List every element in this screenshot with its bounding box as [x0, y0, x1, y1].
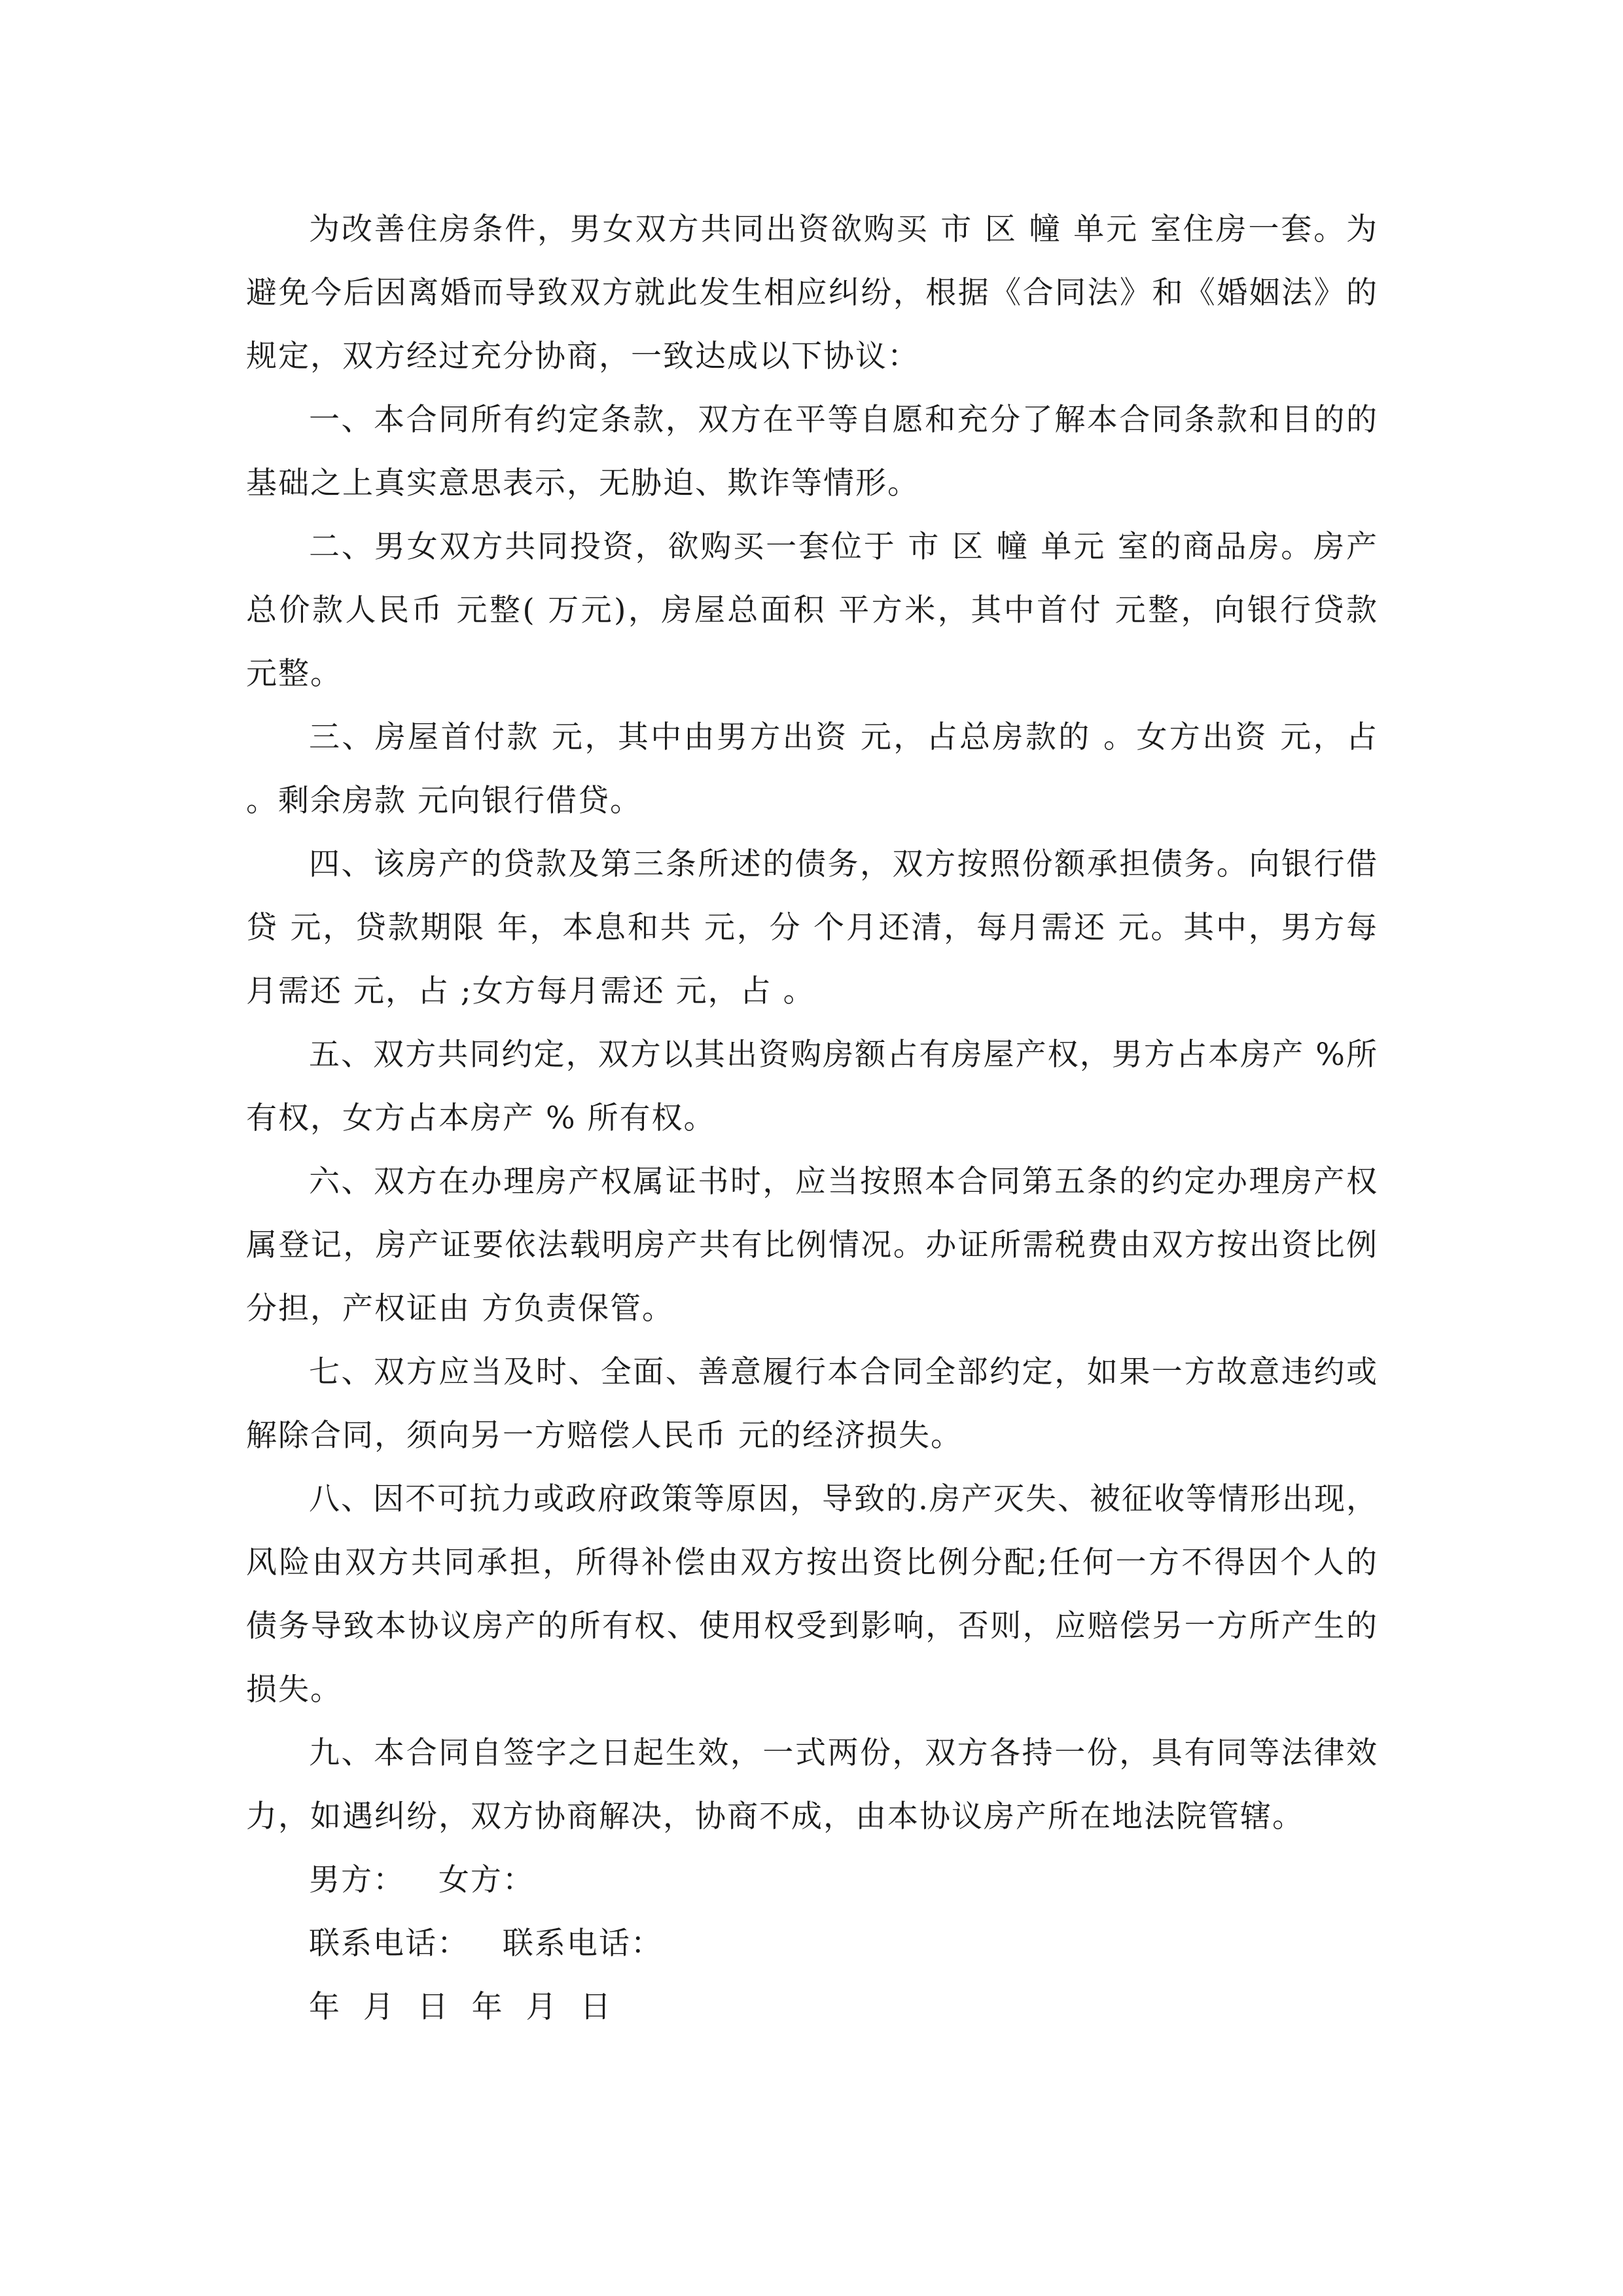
paragraph-clause-1: 一、本合同所有约定条款，双方在平等自愿和充分了解本合同条款和目的的基础之上真实意思表示，无胁迫、欺诈等情形。 — [246, 402, 1378, 501]
agreement-body — [246, 198, 1378, 2039]
paragraph-clause-7: 七、双方应当及时、全面、善意履行本合同全部约定，如果一方故意违约或解除合同，须向另一方赔偿人民币 元的经济损失。 — [246, 1354, 1378, 1454]
paragraph-preamble: 为改善住房条件，男女双方共同出资欲购买 市 区 幢 单元 室住房一套。为避免今后因离婚而导致双方就此发生相应纠纷，根据《合同法》和《婚姻法》的规定，双方经过充分协商，一致达成以下协议： — [246, 211, 1378, 374]
signature-date-line: 年 月 日 年 月 日 — [309, 1989, 613, 2025]
paragraph-clause-2: 二、男女双方共同投资，欲购买一套位于 市 区 幢 单元 室的商品房。房产总价款人民币 元整( 万元)，房屋总面积 平方米，其中首付 元整，向银行贷款 元整。 — [246, 529, 1378, 692]
signature-parties-line: 男方： 女方： — [309, 1862, 535, 1898]
paragraph-clause-3: 三、房屋首付款 元，其中由男方出资 元，占总房款的 。女方出资 元，占 。剩余房款 元向银行借贷。 — [246, 719, 1378, 819]
paragraph-clause-9: 九、本合同自签字之日起生效，一式两份，双方各持一份，具有同等法律效力，如遇纠纷，双方协商解决，协商不成，由本协议房产所在地法院管辖。 — [246, 1735, 1378, 1835]
paragraph-clause-5: 五、双方共同约定，双方以其出资购房额占有房屋产权，男方占本房产 %所有权，女方占本房产 % 所有权。 — [246, 1037, 1378, 1136]
paragraph-clause-8: 八、因不可抗力或政府政策等原因，导致的.房产灭失、被征收等情形出现，风险由双方共同承担，所得补偿由双方按出资比例分配;任何一方不得因个人的债务导致本协议房产的所有权、使用权受到影响，否则，应赔偿另一方所产生的损失。 — [246, 1481, 1378, 1708]
paragraph-clause-4: 四、该房产的贷款及第三条所述的债务，双方按照份额承担债务。向银行借贷 元，贷款期限 年，本息和共 元，分 个月还清，每月需还 元。其中，男方每月需还 元，占 ;女方每月需还 元，占 。 — [246, 846, 1378, 1009]
signature-phone-line: 联系电话： 联系电话： — [309, 1926, 663, 1962]
paragraph-clause-6: 六、双方在办理房产权属证书时，应当按照本合同第五条的约定办理房产权属登记，房产证要依法载明房产共有比例情况。办证所需税费由双方按出资比例分担，产权证由 方负责保管。 — [246, 1164, 1378, 1327]
